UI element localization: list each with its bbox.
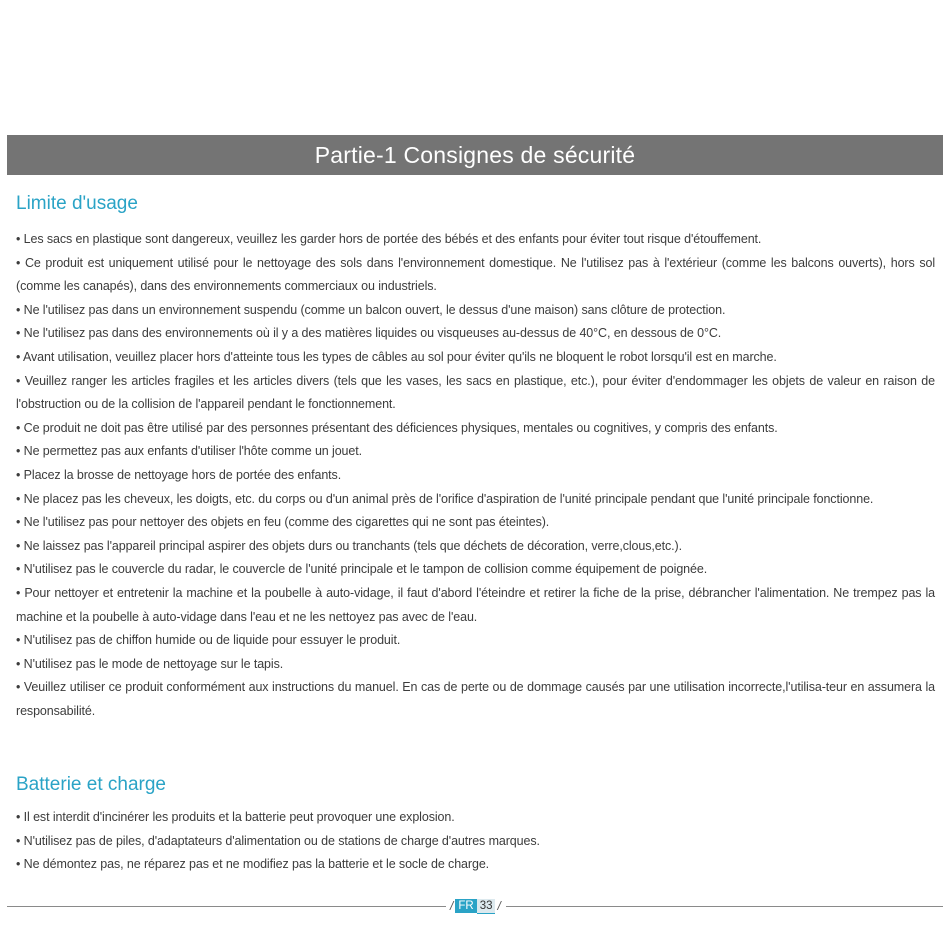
list-item: • Ne l'utilisez pas dans des environnements où il y a des matières liquides ou visqueuses au-dessus de 40°C, en dessous de 0°C. <box>16 322 935 346</box>
list-item: • Ne permettez pas aux enfants d'utiliser l'hôte comme un jouet. <box>16 440 935 464</box>
list-item: • N'utilisez pas le couvercle du radar, le couvercle de l'unité principale et le tampon de collision comme équipement de poignée. <box>16 558 935 582</box>
page-number <box>448 896 503 916</box>
list-item: • Ne l'utilisez pas pour nettoyer des objets en feu (comme des cigarettes qui ne sont pas éteintes). <box>16 511 935 535</box>
list-item: • Ce produit ne doit pas être utilisé par des personnes présentant des déficiences physiques, mentales ou cognitives, y compris des enfants. <box>16 417 935 441</box>
usage-limits-list <box>16 228 935 723</box>
list-item: • N'utilisez pas le mode de nettoyage sur le tapis. <box>16 653 935 677</box>
list-item: • Placez la brosse de nettoyage hors de portée des enfants. <box>16 464 935 488</box>
section-title-battery-charge: Batterie et charge <box>16 774 166 795</box>
list-item: • Veuillez utiliser ce produit conformément aux instructions du manuel. En cas de perte ou de dommage causés par une utilisation incorrecte,l'utilisa-teur en assumera la responsabilité. <box>16 676 935 723</box>
list-item: • Les sacs en plastique sont dangereux, veuillez les garder hors de portée des bébés et des enfants pour éviter tout risque d'étouffement. <box>16 228 935 252</box>
list-item: • Il est interdit d'incinérer les produits et la batterie peut provoquer une explosion. <box>16 806 935 830</box>
slash-decoration: / <box>497 899 501 913</box>
list-item: • Ne laissez pas l'appareil principal aspirer des objets durs ou tranchants (tels que déchets de décoration, verre,clous,etc.). <box>16 535 935 559</box>
page-footer <box>0 896 949 916</box>
list-item: • Veuillez ranger les articles fragiles et les articles divers (tels que les vases, les sacs en plastique, etc.), pour éviter d'endommager les objets de valeur en raison de l'obstruction ou de la collision de l'appareil pendant le fonctionnement. <box>16 370 935 417</box>
list-item: • Avant utilisation, veuillez placer hors d'atteinte tous les types de câbles au sol pour éviter qu'ils ne bloquent le robot lorsqu'il est en marche. <box>16 346 935 370</box>
list-item: • Ne placez pas les cheveux, les doigts, etc. du corps ou d'un animal près de l'orifice d'aspiration de l'unité principale pendant que l'unité principale fonctionne. <box>16 488 935 512</box>
list-item: • N'utilisez pas de chiffon humide ou de liquide pour essuyer le produit. <box>16 629 935 653</box>
list-item: • Ne démontez pas, ne réparez pas et ne modifiez pas la batterie et le socle de charge. <box>16 853 935 877</box>
list-item: • Pour nettoyer et entretenir la machine et la poubelle à auto-vidage, il faut d'abord l'éteindre et retirer la fiche de la prise, débrancher l'alimentation. Ne trempez pas la machine et la poubelle à auto-vidage dans l'eau et ne les nettoyez pas avec de l'eau. <box>16 582 935 629</box>
slash-decoration: / <box>450 899 454 913</box>
title-band <box>7 135 943 175</box>
language-badge: FR <box>455 899 476 913</box>
footer-rule-right <box>506 906 943 907</box>
list-item: • N'utilisez pas de piles, d'adaptateurs d'alimentation ou de stations de charge d'autres marques. <box>16 830 935 854</box>
footer-rule-left <box>7 906 446 907</box>
page-title: Partie-1 Consignes de sécurité <box>314 141 636 168</box>
section-title-usage-limits: Limite d'usage <box>16 193 138 214</box>
page-number-value: 33 <box>477 899 496 914</box>
list-item: • Ce produit est uniquement utilisé pour le nettoyage des sols dans l'environnement domestique. Ne l'utilisez pas à l'extérieur (comme les balcons ouverts), hors sol (comme les canapés), dans des environnements commerciaux ou industriels. <box>16 252 935 299</box>
list-item: • Ne l'utilisez pas dans un environnement suspendu (comme un balcon ouvert, le dessus d'une maison) sans clôture de protection. <box>16 299 935 323</box>
battery-charge-list <box>16 806 935 877</box>
